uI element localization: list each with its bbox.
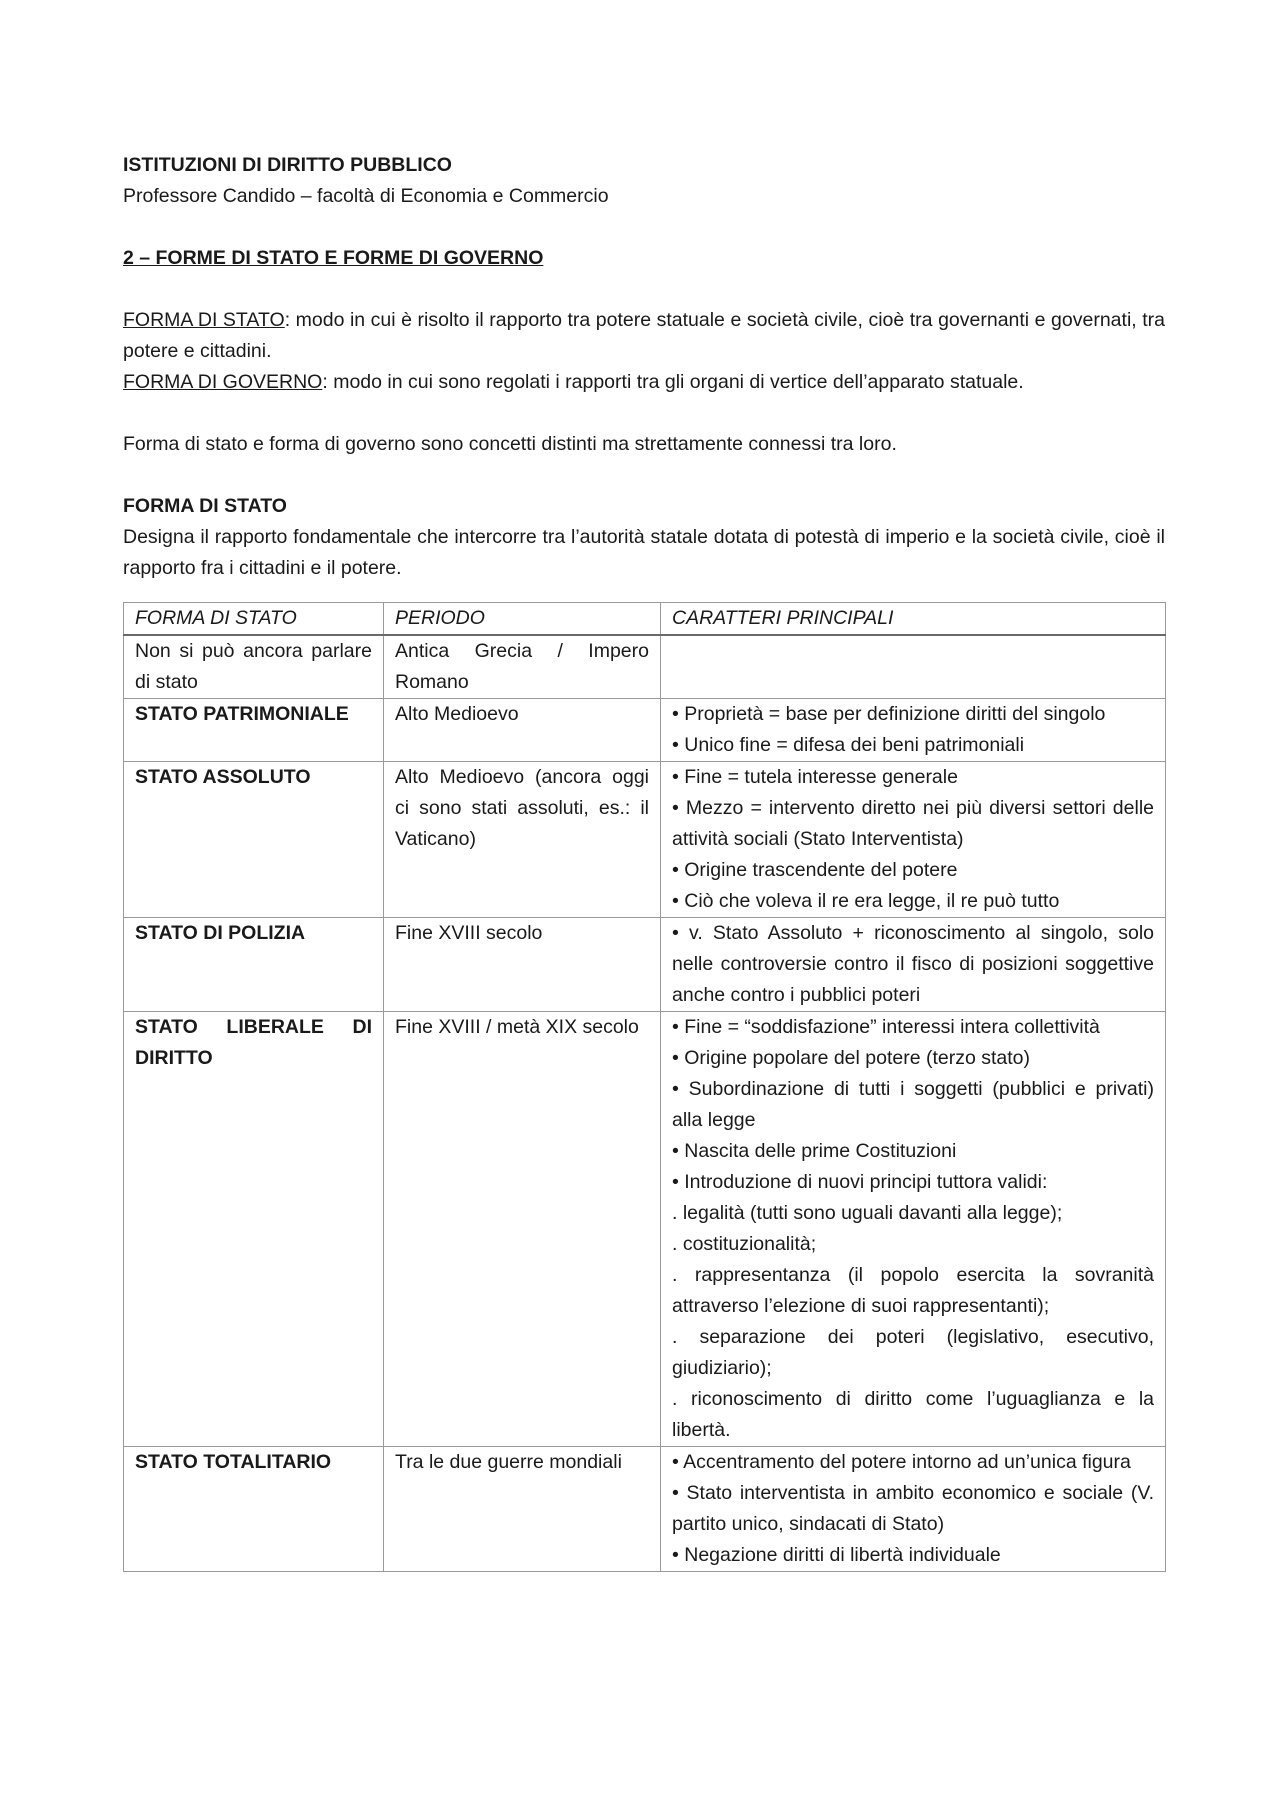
cell-caratteri-principali xyxy=(661,699,1166,762)
forma-di-stato-description: Designa il rapporto fondamentale che intercorre tra l’autorità statale dotata di potestà di imperio e la società civile, cioè il rapporto fra i cittadini e il potere. xyxy=(123,526,1165,579)
table-row xyxy=(124,635,1166,699)
caratteri-item: • Origine trascendente del potere xyxy=(672,859,958,881)
table-body xyxy=(124,635,1166,1572)
header-forma-di-stato: FORMA DI STATO xyxy=(124,603,384,636)
cell-periodo: Fine XVIII secolo xyxy=(384,918,661,1012)
section-title: 2 – FORME DI STATO E FORME DI GOVERNO xyxy=(123,247,544,269)
forms-of-state-table xyxy=(123,602,1166,1572)
cell-periodo: Tra le due guerre mondiali xyxy=(384,1447,661,1572)
cell-caratteri-principali xyxy=(661,1447,1166,1572)
cell-forma-di-stato: STATO ASSOLUTO xyxy=(124,762,384,918)
header-caratteri-principali: CARATTERI PRINCIPALI xyxy=(661,603,1166,636)
definition-text: : modo in cui è risolto il rapporto tra potere statuale e società civile, cioè tra governanti e governati, tra potere e cittadini. xyxy=(123,309,1165,362)
concept-note: Forma di stato e forma di governo sono concetti distinti ma strettamente connessi tra loro. xyxy=(123,433,897,455)
cell-periodo: Alto Medioevo xyxy=(384,699,661,762)
caratteri-item: • Ciò che voleva il re era legge, il re può tutto xyxy=(672,890,1060,912)
table-row xyxy=(124,699,1166,762)
cell-caratteri-principali xyxy=(661,1012,1166,1447)
cell-forma-di-stato: STATO TOTALITARIO xyxy=(124,1447,384,1572)
caratteri-item: . separazione dei poteri (legislativo, esecutivo, giudiziario); xyxy=(672,1326,1154,1379)
caratteri-item: . rappresentanza (il popolo esercita la sovranità attraverso l’elezione di suoi rappresentanti); xyxy=(672,1264,1154,1317)
cell-forma-di-stato: STATO PATRIMONIALE xyxy=(124,699,384,762)
caratteri-item: • Origine popolare del potere (terzo stato) xyxy=(672,1047,1031,1069)
table-header-row xyxy=(124,603,1166,636)
definition-term: FORMA DI STATO xyxy=(123,309,285,331)
caratteri-item: . legalità (tutti sono uguali davanti alla legge); xyxy=(672,1202,1063,1224)
definition-forma-di-governo xyxy=(123,367,1165,398)
caratteri-item: • Subordinazione di tutti i soggetti (pubblici e privati) alla legge xyxy=(672,1078,1154,1131)
cell-periodo: Antica Grecia / Impero Romano xyxy=(384,635,661,699)
caratteri-item: • Fine = tutela interesse generale xyxy=(672,766,958,788)
table-row xyxy=(124,1012,1166,1447)
caratteri-item: • Accentramento del potere intorno ad un’unica figura xyxy=(672,1451,1131,1473)
caratteri-item: • Mezzo = intervento diretto nei più diversi settori delle attività sociali (Stato Interventista) xyxy=(672,797,1154,850)
caratteri-item: . riconoscimento di diritto come l’uguaglianza e la libertà. xyxy=(672,1388,1154,1441)
cell-periodo: Fine XVIII / metà XIX secolo xyxy=(384,1012,661,1447)
professor-line: Professore Candido – facoltà di Economia e Commercio xyxy=(123,185,609,207)
caratteri-item: • Negazione diritti di libertà individuale xyxy=(672,1544,1001,1566)
cell-forma-di-stato: STATO DI POLIZIA xyxy=(124,918,384,1012)
table-row xyxy=(124,1447,1166,1572)
cell-caratteri-principali xyxy=(661,918,1166,1012)
cell-caratteri-principali xyxy=(661,762,1166,918)
forma-di-stato-heading: FORMA DI STATO xyxy=(123,495,287,517)
caratteri-item: • v. Stato Assoluto + riconoscimento al singolo, solo nelle controversie contro il fisco di posizioni soggettive anche contro i pubblici poteri xyxy=(672,922,1154,1006)
header-periodo: PERIODO xyxy=(384,603,661,636)
caratteri-item: • Introduzione di nuovi principi tuttora validi: xyxy=(672,1171,1048,1193)
caratteri-item: • Nascita delle prime Costituzioni xyxy=(672,1140,957,1162)
caratteri-item: • Unico fine = difesa dei beni patrimoniali xyxy=(672,734,1025,756)
cell-forma-di-stato: STATO LIBERALE DI DIRITTO xyxy=(124,1012,384,1447)
definition-forma-di-stato xyxy=(123,305,1165,367)
definition-text: : modo in cui sono regolati i rapporti tra gli organi di vertice dell’apparato statuale. xyxy=(322,371,1024,393)
caratteri-item: • Stato interventista in ambito economico e sociale (V. partito unico, sindacati di Stato) xyxy=(672,1482,1154,1535)
course-title: ISTITUZIONI DI DIRITTO PUBBLICO xyxy=(123,154,452,176)
cell-forma-di-stato: Non si può ancora parlare di stato xyxy=(124,635,384,699)
caratteri-item: • Fine = “soddisfazione” interessi intera collettività xyxy=(672,1016,1100,1038)
caratteri-item: • Proprietà = base per definizione diritti del singolo xyxy=(672,703,1106,725)
cell-caratteri-principali xyxy=(661,635,1166,699)
cell-periodo: Alto Medioevo (ancora oggi ci sono stati assoluti, es.: il Vaticano) xyxy=(384,762,661,918)
table-row xyxy=(124,918,1166,1012)
table-row xyxy=(124,762,1166,918)
definition-term: FORMA DI GOVERNO xyxy=(123,371,323,393)
caratteri-item: . costituzionalità; xyxy=(672,1233,817,1255)
document-page xyxy=(123,150,1165,1572)
